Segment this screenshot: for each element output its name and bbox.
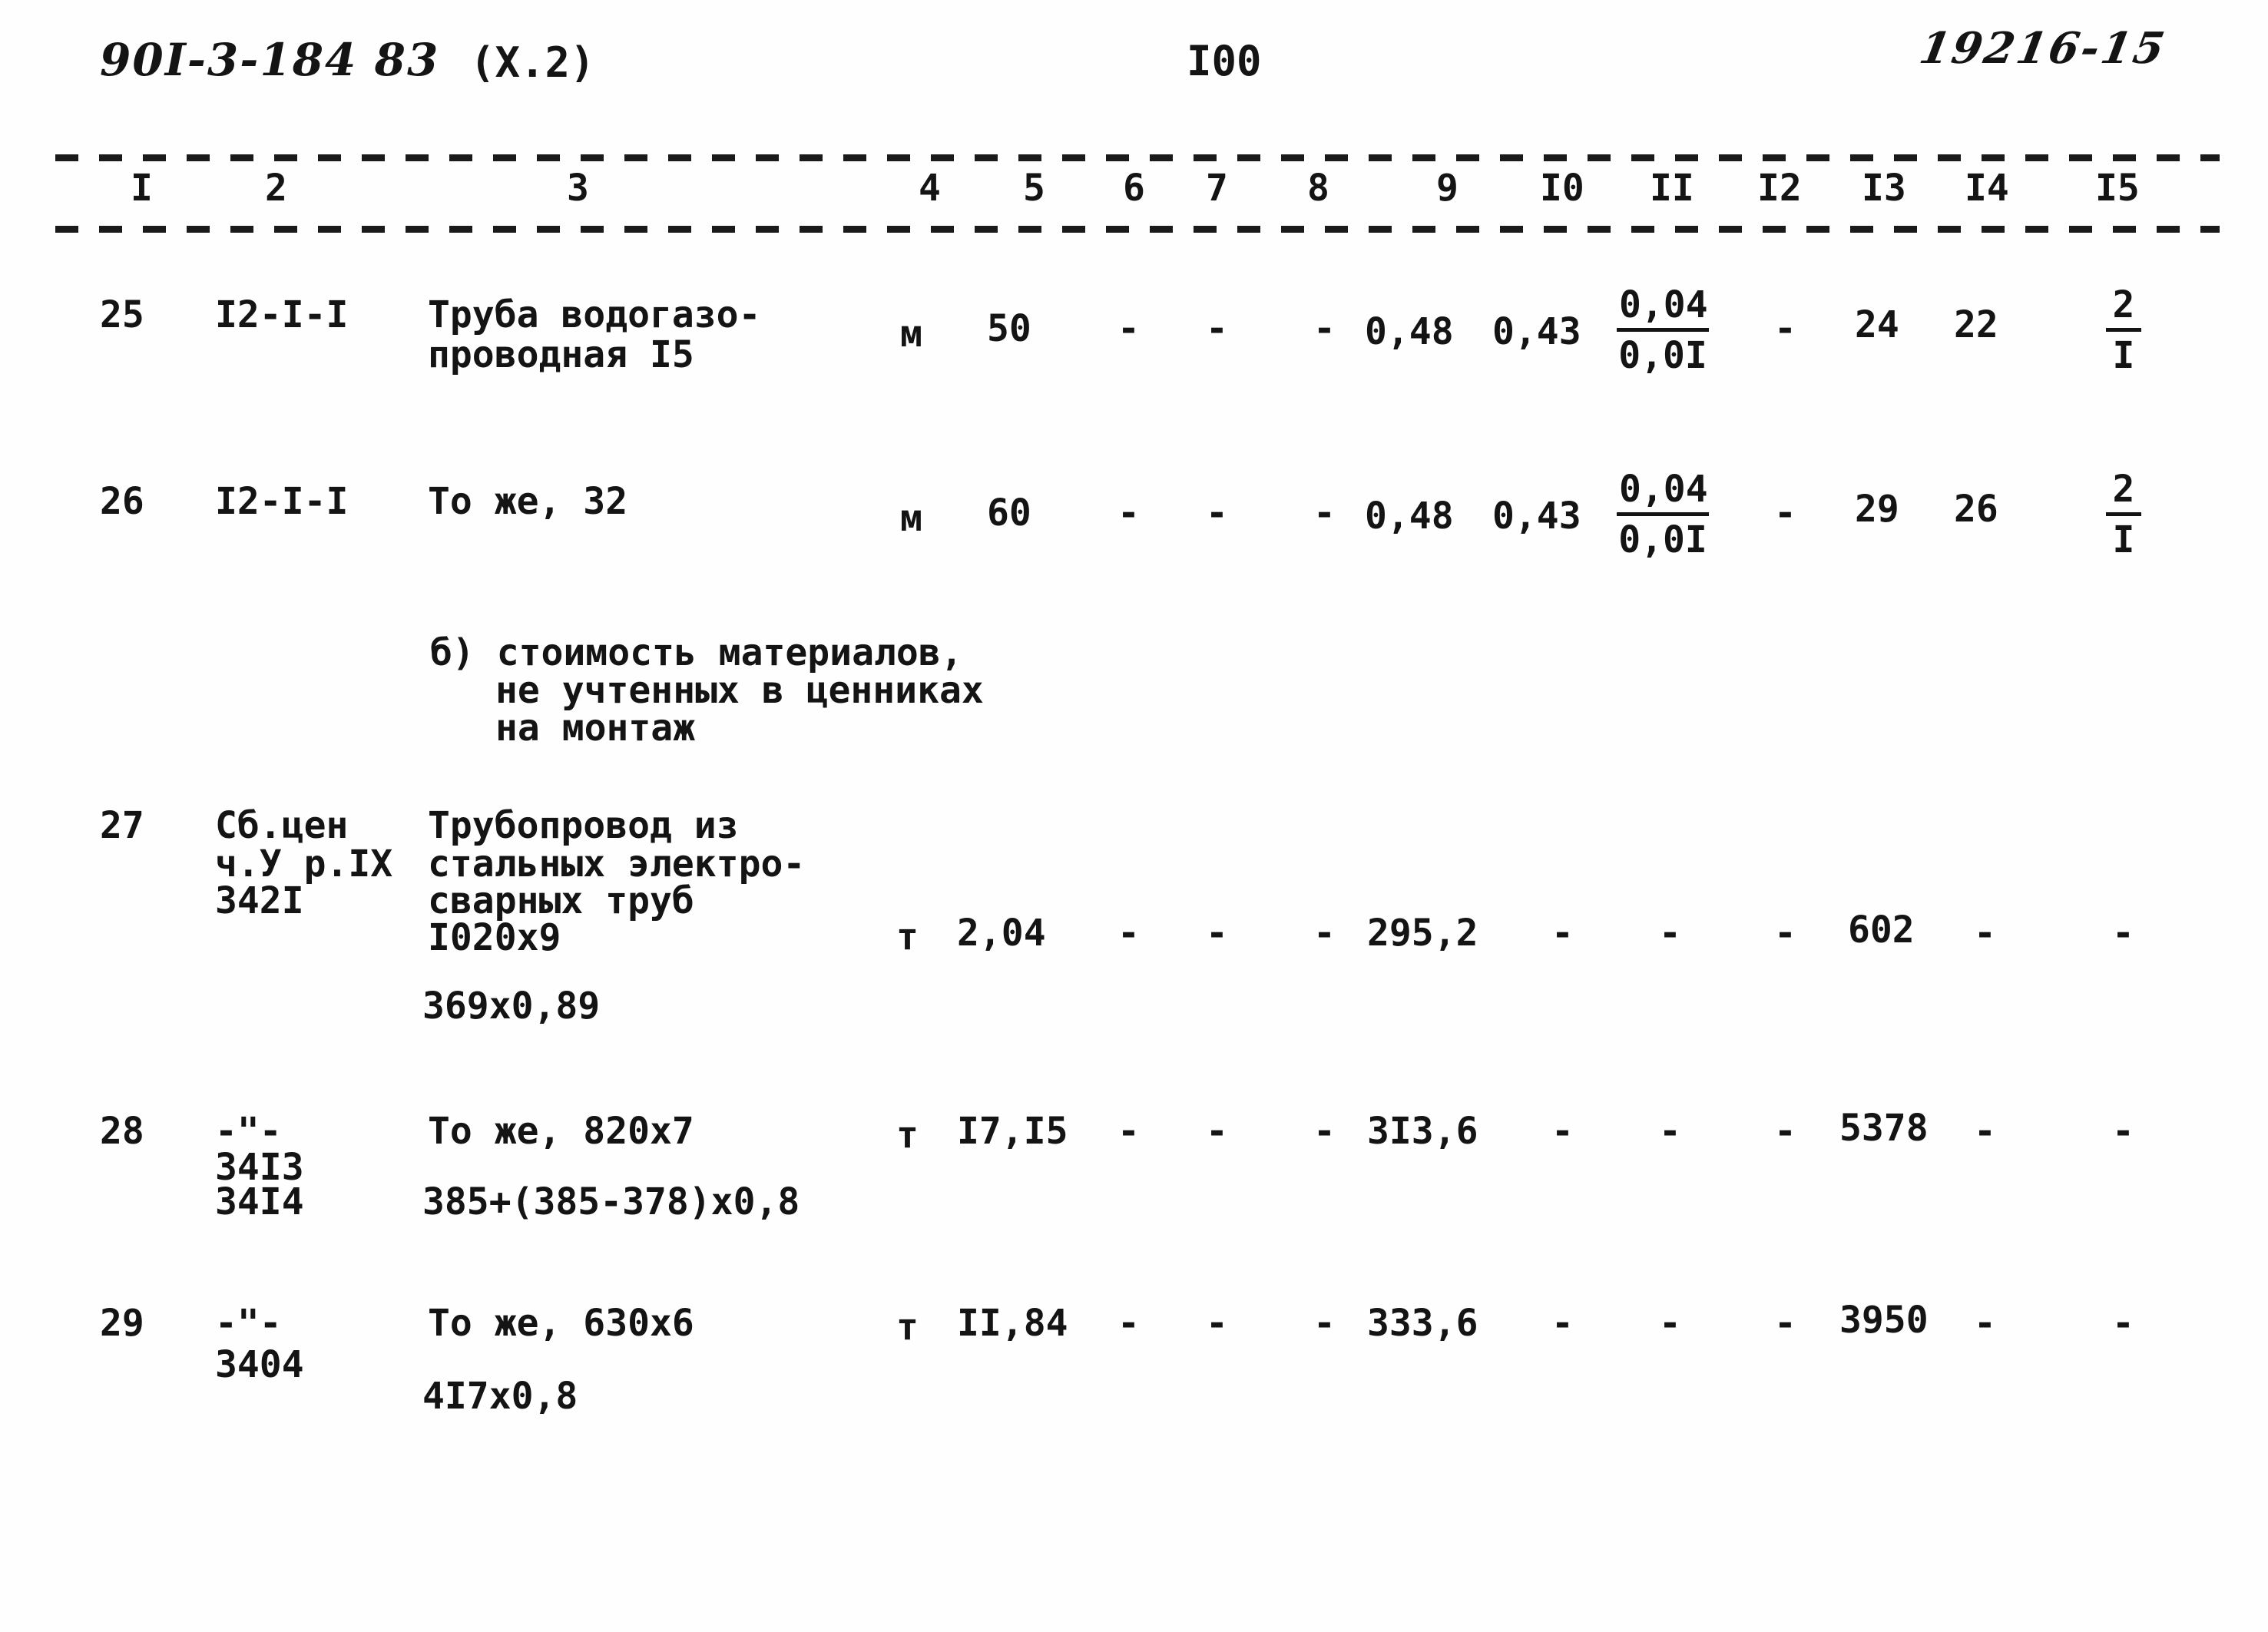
row-28-col13: 5378 xyxy=(1839,1107,1929,1150)
row-27-quantity: 2,04 xyxy=(957,912,1046,955)
row-25-col7: - xyxy=(1206,307,1228,350)
row-25-col14: 22 xyxy=(1954,303,1998,346)
row-27-code-line3: 342I xyxy=(215,879,304,922)
row-27-col6: - xyxy=(1117,912,1140,955)
row-28-code-line2: 34I3 xyxy=(215,1146,304,1189)
subsection-b-line2: не учтенных в ценниках xyxy=(495,669,984,712)
chapter-ref: (X.2) xyxy=(470,38,595,87)
row-26-col15-fraction xyxy=(2106,470,2141,560)
row-26-col10: 0,43 xyxy=(1492,495,1581,538)
row-25-code: I2-I-I xyxy=(215,293,349,336)
row-27-code-line2: ч.У р.IХ xyxy=(215,842,393,886)
row-28-col11: - xyxy=(1659,1110,1681,1153)
row-29-col8: - xyxy=(1313,1302,1336,1345)
row-25-num: 25 xyxy=(100,293,144,336)
row-26-col11-denominator: 0,0I xyxy=(1618,518,1707,562)
row-27-unit: т xyxy=(896,915,919,958)
row-25-col8: - xyxy=(1313,307,1336,350)
row-29-col15: - xyxy=(2112,1302,2134,1345)
row-28-quantity: I7,I5 xyxy=(957,1110,1068,1153)
row-28-col14: - xyxy=(1974,1110,1996,1153)
row-25-quantity: 50 xyxy=(987,307,1031,350)
col-header-12: I2 xyxy=(1757,167,1802,210)
col-header-9: 9 xyxy=(1436,167,1458,210)
row-25-col11-denominator: 0,0I xyxy=(1618,334,1707,378)
col-header-7: 7 xyxy=(1206,167,1228,210)
row-27-col11: - xyxy=(1659,912,1681,955)
row-27-col8: - xyxy=(1313,912,1336,955)
col-header-3: 3 xyxy=(567,167,589,210)
row-25-col10: 0,43 xyxy=(1492,310,1581,353)
row-29-col14: - xyxy=(1974,1302,1996,1345)
row-27-name-line3: сварных труб xyxy=(428,879,694,922)
row-26-col15-denominator: I xyxy=(2112,518,2135,562)
row-27-col14: - xyxy=(1974,912,1996,955)
row-27-col13: 602 xyxy=(1848,909,1915,952)
row-27-name-line4: I020х9 xyxy=(428,916,561,959)
table-bottom-dashed-rule xyxy=(55,226,2220,233)
col-header-2: 2 xyxy=(265,167,287,210)
row-28-col6: - xyxy=(1117,1110,1140,1153)
row-26-col11-numerator: 0,04 xyxy=(1617,470,1709,516)
row-26-col14: 26 xyxy=(1954,488,1998,531)
row-29-num: 29 xyxy=(100,1302,144,1345)
row-26-col9: 0,48 xyxy=(1365,495,1454,538)
row-25-unit: м xyxy=(900,313,922,356)
col-header-1: I xyxy=(131,167,153,210)
page-number: I00 xyxy=(1187,37,1262,85)
row-29-code-line1: -"- xyxy=(215,1302,282,1345)
row-27-num: 27 xyxy=(100,804,144,847)
row-25-col11-numerator: 0,04 xyxy=(1617,286,1709,332)
subsection-b-line3: на монтаж xyxy=(495,707,696,750)
handwritten-mark: 19216-15 xyxy=(1915,23,2170,74)
row-29-col13: 3950 xyxy=(1839,1299,1929,1342)
subsection-b-line1: б) стоимость материалов, xyxy=(430,631,963,674)
row-28-col10: - xyxy=(1551,1110,1574,1153)
row-27-name-line2: стальных электро- xyxy=(428,842,806,886)
row-25-col12: - xyxy=(1774,307,1796,350)
row-26-code: I2-I-I xyxy=(215,480,349,523)
row-28-col9: 3I3,6 xyxy=(1367,1110,1478,1153)
row-27-col7: - xyxy=(1206,912,1228,955)
row-26-col15-numerator: 2 xyxy=(2106,470,2141,516)
row-29-col12: - xyxy=(1774,1302,1796,1345)
row-25-col15-numerator: 2 xyxy=(2106,286,2141,332)
row-26-quantity: 60 xyxy=(987,492,1031,535)
col-header-10: I0 xyxy=(1540,167,1584,210)
row-28-name-line1: То же, 820х7 xyxy=(428,1110,694,1153)
row-26-col13: 29 xyxy=(1855,488,1899,531)
row-26-col6: - xyxy=(1117,492,1140,535)
row-27-col15: - xyxy=(2112,912,2134,955)
row-25-col6: - xyxy=(1117,307,1140,350)
row-28-formula: 385+(385-378)х0,8 xyxy=(422,1180,800,1223)
doc-number: 90I-3-184 83 xyxy=(100,34,440,86)
row-26-col7: - xyxy=(1206,492,1228,535)
row-25-col9: 0,48 xyxy=(1365,310,1454,353)
row-29-col11: - xyxy=(1659,1302,1681,1345)
row-26-unit: м xyxy=(900,497,922,540)
row-28-col12: - xyxy=(1774,1110,1796,1153)
row-25-col13: 24 xyxy=(1855,303,1899,346)
row-25-name-line1: Труба водогазо- xyxy=(428,293,761,336)
row-27-name-line1: Трубопровод из xyxy=(428,804,739,847)
row-27-formula: 369х0,89 xyxy=(422,985,601,1028)
row-26-num: 26 xyxy=(100,480,144,523)
col-header-4: 4 xyxy=(919,167,941,210)
row-27-code-line1: Сб.цен xyxy=(215,804,349,847)
row-29-col9: 333,6 xyxy=(1367,1302,1478,1345)
row-28-code-line3: 34I4 xyxy=(215,1180,304,1223)
row-26-name-line1: То же, 32 xyxy=(428,480,628,523)
row-29-col7: - xyxy=(1206,1302,1228,1345)
row-29-formula: 4I7х0,8 xyxy=(422,1375,578,1418)
table-top-dashed-rule xyxy=(55,154,2220,161)
row-27-col10: - xyxy=(1551,912,1574,955)
row-29-col10: - xyxy=(1551,1302,1574,1345)
row-27-col12: - xyxy=(1774,912,1796,955)
row-28-col8: - xyxy=(1313,1110,1336,1153)
row-25-col15-denominator: I xyxy=(2112,334,2135,378)
row-29-name-line1: То же, 630х6 xyxy=(428,1302,694,1345)
col-header-8: 8 xyxy=(1307,167,1329,210)
row-26-col8: - xyxy=(1313,492,1336,535)
row-29-col6: - xyxy=(1117,1302,1140,1345)
col-header-14: I4 xyxy=(1965,167,2009,210)
row-26-col12: - xyxy=(1774,492,1796,535)
row-29-code-line2: 3404 xyxy=(215,1343,304,1386)
row-28-col7: - xyxy=(1206,1110,1228,1153)
col-header-11: II xyxy=(1650,167,1694,210)
row-25-col11-fraction xyxy=(1617,283,1709,378)
row-28-unit: т xyxy=(896,1114,919,1157)
row-28-code-line1: -"- xyxy=(215,1110,282,1153)
col-header-13: I3 xyxy=(1862,167,1906,210)
row-28-col15: - xyxy=(2112,1110,2134,1153)
col-header-15: I5 xyxy=(2095,167,2140,210)
col-header-6: 6 xyxy=(1123,167,1145,210)
row-26-col11-fraction xyxy=(1617,470,1709,560)
col-header-5: 5 xyxy=(1023,167,1045,210)
row-25-name-line2: проводная I5 xyxy=(428,333,694,376)
row-28-num: 28 xyxy=(100,1110,144,1153)
row-27-col9: 295,2 xyxy=(1367,912,1478,955)
row-29-unit: т xyxy=(896,1306,919,1349)
row-29-quantity: II,84 xyxy=(957,1302,1068,1345)
row-25-col15-fraction xyxy=(2106,283,2141,378)
